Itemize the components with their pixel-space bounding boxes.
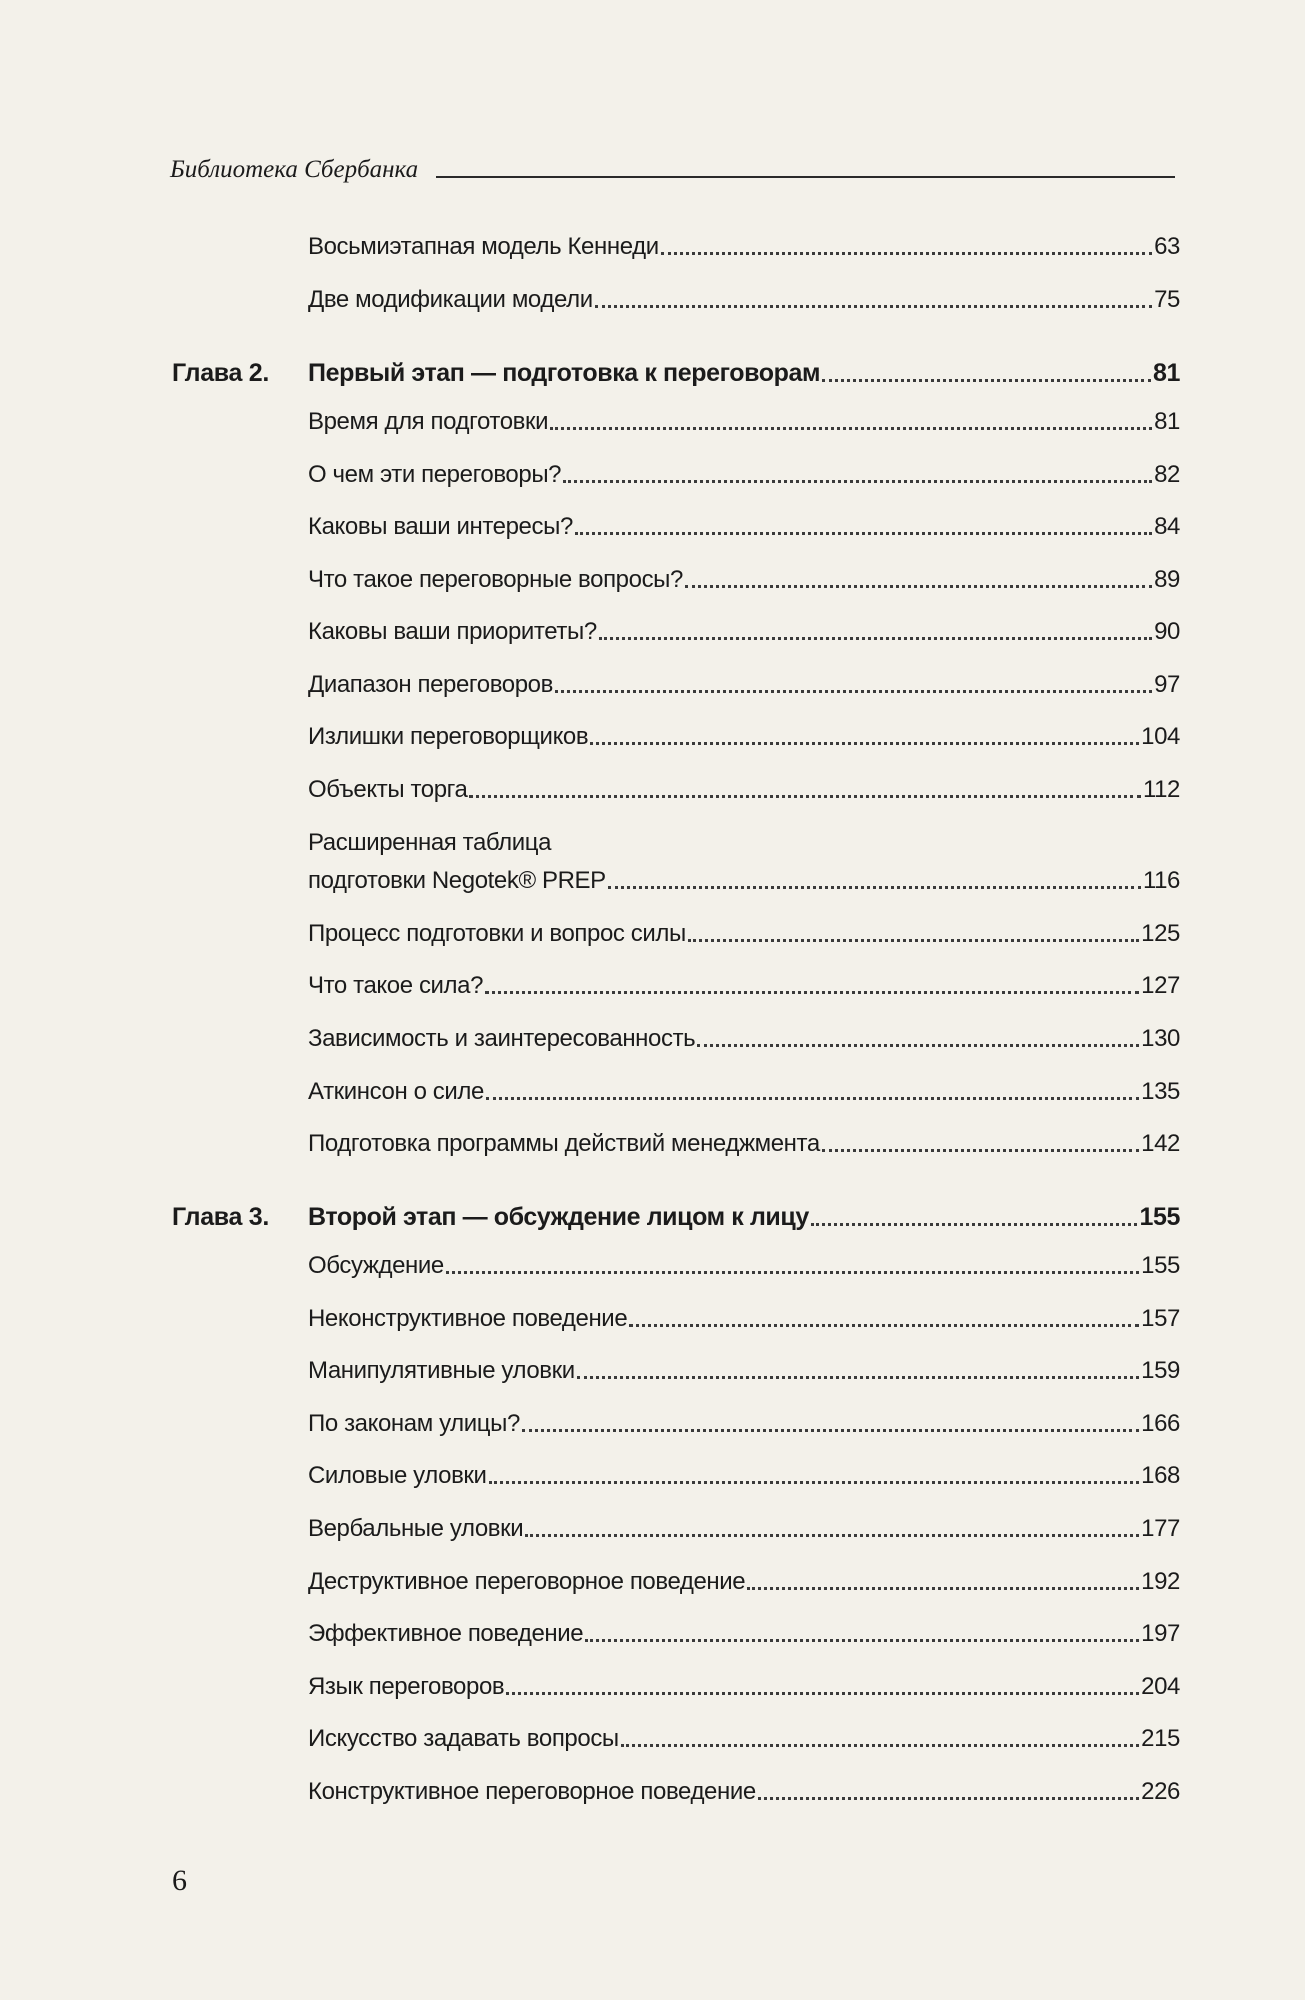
toc-entry-page: 97 xyxy=(1154,671,1180,698)
toc-entry xyxy=(308,1359,1180,1383)
toc-entry xyxy=(308,1307,1180,1331)
toc-chapter-entry xyxy=(308,1205,1180,1230)
dot-leader xyxy=(758,1797,1139,1800)
toc-entry-page: 157 xyxy=(1141,1305,1180,1332)
toc-entry-title: Что такое переговорные вопросы? xyxy=(308,566,683,593)
toc-entry xyxy=(308,463,1180,487)
toc-entry xyxy=(308,235,1180,259)
toc-entry xyxy=(308,1132,1180,1156)
toc-entry-title: Вербальные уловки xyxy=(308,1515,524,1542)
dot-leader xyxy=(525,1534,1139,1537)
page-number: 6 xyxy=(172,1864,187,1897)
dot-leader xyxy=(822,379,1151,382)
toc-entry xyxy=(308,1780,1180,1804)
toc-entry xyxy=(308,1675,1180,1699)
toc-entry-page: 63 xyxy=(1154,233,1180,260)
dot-leader xyxy=(585,1639,1139,1642)
toc-entry-title: Что такое сила? xyxy=(308,972,484,999)
dot-leader xyxy=(522,1429,1139,1432)
toc-entry-page: 142 xyxy=(1141,1130,1180,1157)
toc-entry-page: 89 xyxy=(1154,566,1180,593)
toc-entry xyxy=(308,620,1180,644)
chapter-page: 155 xyxy=(1139,1203,1180,1231)
toc-entry-title: Силовые уловки xyxy=(308,1462,487,1489)
toc-entry-page: 130 xyxy=(1141,1025,1180,1052)
toc-entry-title: Каковы ваши интересы? xyxy=(308,513,573,540)
dot-leader xyxy=(595,305,1152,308)
dot-leader xyxy=(747,1587,1139,1590)
toc-entry xyxy=(308,1464,1180,1488)
toc-entry-title: О чем эти переговоры? xyxy=(308,461,562,488)
toc-entry xyxy=(308,1080,1180,1104)
dot-leader xyxy=(697,1044,1139,1047)
toc-entry-title: Конструктивное переговорное поведение xyxy=(308,1778,756,1805)
toc-entry-title-line2: подготовки Negotek® PREP xyxy=(308,867,606,894)
dot-leader xyxy=(621,1744,1139,1747)
dot-leader xyxy=(822,1149,1139,1152)
dot-leader xyxy=(550,427,1152,430)
chapter-page: 81 xyxy=(1152,359,1180,387)
toc-entry-page: 192 xyxy=(1141,1568,1180,1595)
toc-entry-title: Неконструктивное поведение xyxy=(308,1305,628,1332)
chapter-title: Первый этап — подготовка к переговорам xyxy=(308,359,821,387)
dot-leader xyxy=(590,742,1139,745)
toc-entry-page: 75 xyxy=(1154,286,1180,313)
dot-leader xyxy=(555,690,1152,693)
toc-entry-title: Эффективное поведение xyxy=(308,1620,584,1647)
toc-entry xyxy=(308,1570,1180,1594)
toc-entry-page: 127 xyxy=(1141,972,1180,999)
toc-entry-page: 155 xyxy=(1141,1252,1180,1279)
toc-entry-title: Искусство задавать вопросы xyxy=(308,1725,619,1752)
toc-entry xyxy=(308,974,1180,998)
dot-leader xyxy=(811,1223,1138,1226)
dot-leader xyxy=(688,939,1139,942)
toc-entry-title: Манипулятивные уловки xyxy=(308,1357,575,1384)
chapter-label: Глава 2. xyxy=(172,359,270,387)
chapter-label: Глава 3. xyxy=(172,1203,270,1231)
toc-entry xyxy=(308,1412,1180,1436)
toc-entry-title: Аткинсон о силе xyxy=(308,1078,484,1105)
running-head-title: Библиотека Сбербанка xyxy=(170,156,419,183)
toc-entry-title: Деструктивное переговорное поведение xyxy=(308,1568,746,1595)
dot-leader xyxy=(577,1376,1139,1379)
toc-entry xyxy=(308,869,1180,893)
dot-leader xyxy=(469,795,1141,798)
toc-entry-page: 104 xyxy=(1141,723,1180,750)
toc-entry-page: 135 xyxy=(1141,1078,1180,1105)
toc-entry-page: 168 xyxy=(1141,1462,1180,1489)
toc-entry xyxy=(308,1027,1180,1051)
toc-entry-page: 215 xyxy=(1141,1725,1180,1752)
toc-chapter-entry xyxy=(308,361,1180,386)
toc-entry xyxy=(308,1517,1180,1541)
dot-leader xyxy=(661,252,1152,255)
toc-entry xyxy=(308,1254,1180,1278)
toc-entry xyxy=(308,515,1180,539)
toc-entry xyxy=(308,778,1180,802)
dot-leader xyxy=(599,637,1152,640)
toc-entry-title: Две модификации модели xyxy=(308,286,593,313)
toc-entry-title: Обсуждение xyxy=(308,1252,444,1279)
toc-entry-page: 112 xyxy=(1142,776,1180,803)
dot-leader xyxy=(575,532,1152,535)
toc-entry xyxy=(308,410,1180,434)
toc-entry-title: Процесс подготовки и вопрос силы xyxy=(308,920,686,947)
toc-entry xyxy=(308,1622,1180,1646)
toc-entry-title: Подготовка программы действий менеджмента xyxy=(308,1130,820,1157)
toc-entry-page: 90 xyxy=(1154,618,1180,645)
toc-entry-page: 166 xyxy=(1141,1410,1180,1437)
toc-entry xyxy=(308,831,1180,855)
toc-entry xyxy=(308,1727,1180,1751)
toc-entry-title: Восьмиэтапная модель Кеннеди xyxy=(308,233,659,260)
dot-leader xyxy=(486,1097,1139,1100)
dot-leader xyxy=(446,1271,1139,1274)
toc-entry-page: 82 xyxy=(1154,461,1180,488)
dot-leader xyxy=(563,480,1152,483)
toc-entry-page: 159 xyxy=(1141,1357,1180,1384)
toc-entry-title: Время для подготовки xyxy=(308,408,549,435)
toc-entry xyxy=(308,922,1180,946)
toc-entry-title: Язык переговоров xyxy=(308,1673,505,1700)
dot-leader xyxy=(485,991,1139,994)
toc-entry-page: 197 xyxy=(1141,1620,1180,1647)
toc-entry xyxy=(308,568,1180,592)
toc-entry-title: Диапазон переговоров xyxy=(308,671,553,698)
chapter-title: Второй этап — обсуждение лицом к лицу xyxy=(308,1203,809,1231)
toc-entry xyxy=(308,288,1180,312)
toc-entry-title-line1: Расширенная таблица xyxy=(308,829,552,856)
toc-entry xyxy=(308,725,1180,749)
toc-entry-page: 204 xyxy=(1141,1673,1180,1700)
toc-entry-page: 226 xyxy=(1141,1778,1180,1805)
toc-entry-page: 84 xyxy=(1154,513,1180,540)
toc-entry-title: По законам улицы? xyxy=(308,1410,520,1437)
toc-entry-page: 125 xyxy=(1141,920,1180,947)
toc-entry-title: Зависимость и заинтересованность xyxy=(308,1025,696,1052)
dot-leader xyxy=(685,585,1152,588)
toc-entry-title: Каковы ваши приоритеты? xyxy=(308,618,597,645)
toc-entry-page: 116 xyxy=(1142,867,1180,894)
toc-entry-title: Объекты торга xyxy=(308,776,468,803)
toc-entry-page: 81 xyxy=(1154,408,1180,435)
toc-entry xyxy=(308,673,1180,697)
toc-entry-page: 177 xyxy=(1141,1515,1180,1542)
dot-leader xyxy=(629,1324,1139,1327)
dot-leader xyxy=(506,1692,1139,1695)
dot-leader xyxy=(489,1481,1140,1484)
dot-leader xyxy=(608,886,1141,889)
toc-entry-title: Излишки переговорщиков xyxy=(308,723,589,750)
